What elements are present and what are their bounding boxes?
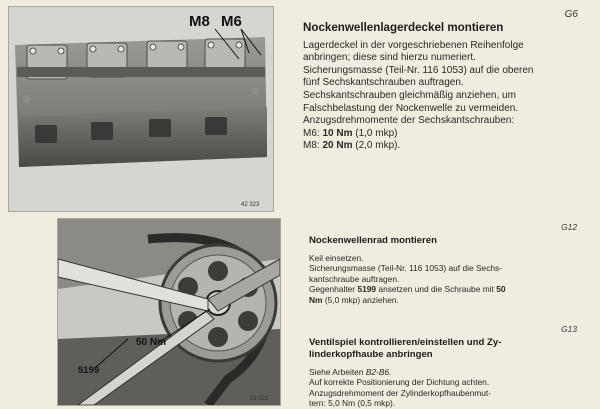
label-m8: M8 bbox=[189, 13, 210, 30]
text-line: fünf Sechskantschrauben auftragen. bbox=[303, 77, 464, 89]
torque-m8 bbox=[303, 140, 578, 153]
torque-unit: Nm bbox=[309, 294, 323, 305]
tool-number: 5199 bbox=[357, 284, 377, 295]
text-line: Anzugsdrehmoment der Zylinderkopfhaubenmut- bbox=[309, 387, 492, 398]
text-line bbox=[309, 295, 577, 305]
torque-m6 bbox=[303, 128, 578, 141]
text-line: Sechskantschrauben gleichmäßig anziehen, um bbox=[303, 89, 516, 101]
torque-value: 50 bbox=[496, 284, 506, 295]
title-line: linderkopfhaube anbringen bbox=[309, 349, 433, 360]
section-title: Nockenwellenrad montieren bbox=[309, 235, 437, 246]
camshaft-sprocket-photo bbox=[57, 218, 281, 406]
text-line bbox=[309, 284, 577, 294]
photo-ref-number: 21 022 bbox=[250, 396, 269, 402]
text-fragment: ansetzen und die Schraube mit bbox=[376, 284, 497, 295]
label-50nm: 50 Nm bbox=[136, 337, 167, 348]
section-code: G13 bbox=[561, 324, 577, 334]
text-fragment: Gegenhalter bbox=[309, 284, 358, 295]
text-line: Anzugsdrehmomente der Sechskantschrauben: bbox=[303, 115, 515, 127]
text-line: Auf korrekte Positionierung der Dichtung achten. bbox=[309, 377, 490, 388]
photo-ref-number: 42 323 bbox=[241, 202, 260, 208]
section-code: G12 bbox=[561, 222, 577, 232]
torque-extra: (1,0 mkp) bbox=[355, 127, 398, 139]
text-line: Falschbelastung der Nockenwelle zu vermeiden. bbox=[303, 102, 519, 114]
section-valve-clearance bbox=[309, 324, 577, 409]
section-camshaft-sprocket bbox=[309, 222, 577, 305]
text-line: tern: 5,0 Nm (0,5 mkp). bbox=[309, 398, 396, 409]
text-line: Lagerdeckel in der vorgeschriebenen Reihenfolge bbox=[303, 39, 524, 51]
camshaft-sprocket-illustration bbox=[58, 219, 280, 405]
text-line: Sicherungsmasse (Teil-Nr. 116 1053) auf die Sechs- bbox=[309, 263, 503, 274]
torque-extra: (2,0 mkp). bbox=[355, 140, 401, 152]
text-line: kantschraube auftragen. bbox=[309, 273, 400, 284]
text-line: anbringen; diese sind hierzu numeriert. bbox=[303, 52, 476, 64]
torque-value: 20 Nm bbox=[322, 140, 353, 152]
text-line bbox=[309, 367, 577, 377]
text-fragment: Siehe Arbeiten bbox=[309, 367, 366, 377]
text-line: Sicherungsmasse (Teil-Nr. 116 1053) auf die oberen bbox=[303, 64, 534, 76]
torque-size: M6: bbox=[303, 127, 320, 139]
job-reference: B2-B6. bbox=[365, 367, 392, 377]
torque-size: M8: bbox=[303, 140, 320, 152]
section-camshaft-caps bbox=[303, 9, 578, 153]
section-title bbox=[309, 337, 577, 361]
title-line: Ventilspiel kontrollieren/einstellen und Zy- bbox=[309, 337, 502, 348]
cylinder-head-photo bbox=[8, 6, 274, 212]
label-5199: 5199 bbox=[78, 365, 100, 376]
torque-value: 10 Nm bbox=[322, 127, 353, 139]
label-m6: M6 bbox=[221, 13, 242, 30]
text-line: Keil einsetzen. bbox=[309, 253, 364, 263]
section-code: G6 bbox=[564, 9, 578, 20]
cylinder-head-illustration bbox=[9, 7, 273, 211]
section-title: Nockenwellenlagerdeckel montieren bbox=[303, 21, 504, 34]
text-fragment: (5,0 mkp) anziehen. bbox=[322, 294, 399, 305]
